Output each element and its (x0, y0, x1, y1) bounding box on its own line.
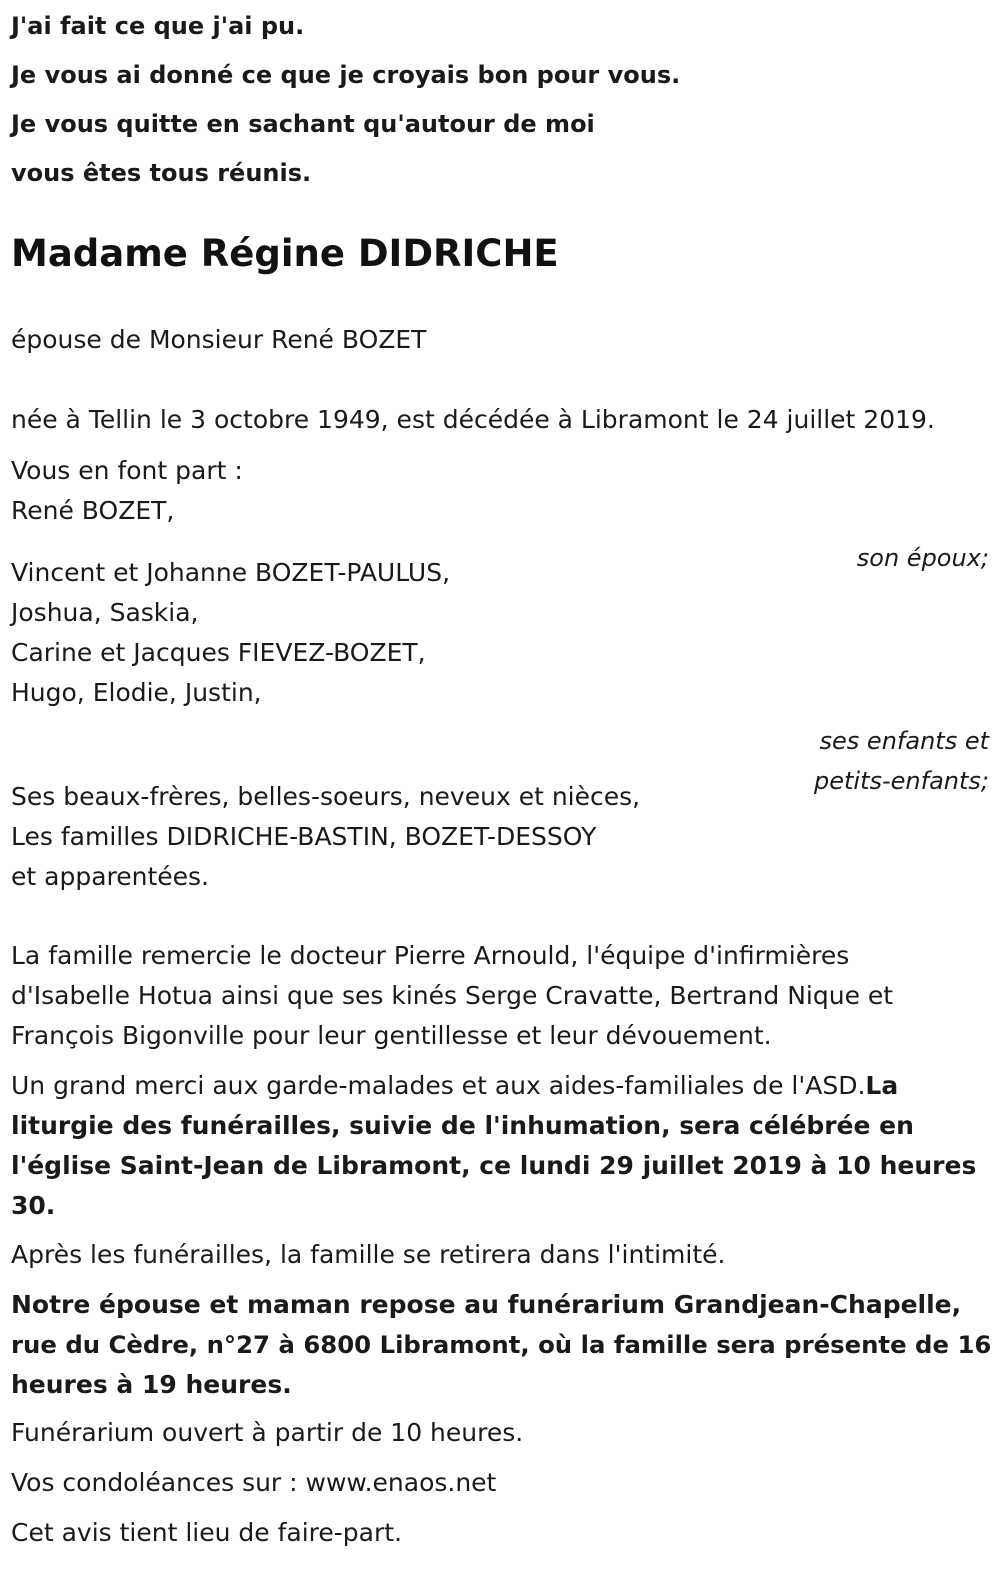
after-funeral-line: Après les funérailles, la famille se retirera dans l'intimité. (11, 1240, 726, 1269)
liturgy-line: 30. (11, 1191, 56, 1220)
poem-line: Je vous ai donné ce que je croyais bon pour vous. (11, 61, 681, 89)
announce-intro: Vous en font part : (11, 456, 243, 485)
birth-death-line: née à Tellin le 3 octobre 1949, est décédée à Libramont le 24 juillet 2019. (11, 405, 935, 434)
poem-line: Je vous quitte en sachant qu'autour de moi (11, 110, 595, 138)
poem-line: J'ai fait ce que j'ai pu. (11, 12, 305, 40)
family-line: et apparentées. (11, 862, 209, 891)
children-line: Carine et Jacques FIEVEZ-BOZET, (11, 638, 426, 667)
children-relation: ses enfants et (819, 727, 989, 755)
notice-line: Cet avis tient lieu de faire-part. (11, 1518, 403, 1547)
family-line: Les familles DIDRICHE-BASTIN, BOZET-DESSOY (11, 822, 597, 851)
liturgy-line: l'église Saint-Jean de Libramont, ce lundi 29 juillet 2019 à 10 heures (11, 1151, 977, 1180)
children-relation: petits-enfants; (814, 767, 989, 795)
children-line: Hugo, Elodie, Justin, (11, 678, 262, 707)
funerarium-line: Notre épouse et maman repose au funérarium Grandjean-Chapelle, (11, 1290, 962, 1319)
liturgy-start: La (865, 1071, 899, 1100)
children-line: Joshua, Saskia, (11, 598, 199, 627)
poem-line: vous êtes tous réunis. (11, 159, 312, 187)
funerarium-line: rue du Cèdre, n°27 à 6800 Libramont, où la famille sera présente de 16 (11, 1330, 992, 1359)
children-line: Vincent et Johanne BOZET-PAULUS, (11, 558, 451, 587)
asd-thanks: Un grand merci aux garde-malades et aux aides-familiales de l'ASD. (11, 1071, 866, 1100)
spouse-line: épouse de Monsieur René BOZET (11, 325, 427, 354)
deceased-name-title: Madame Régine DIDRICHE (11, 232, 559, 275)
liturgy-line: liturgie des funérailles, suivie de l'inhumation, sera célébrée en (11, 1111, 914, 1140)
thanks-line: François Bigonville pour leur gentillesse et leur dévouement. (11, 1021, 772, 1050)
thanks-line: La famille remercie le docteur Pierre Arnould, l'équipe d'infirmières (11, 941, 850, 970)
family-line: Ses beaux-frères, belles-soeurs, neveux et nièces, (11, 782, 641, 811)
condolences-line: Vos condoléances sur : www.enaos.net (11, 1468, 497, 1497)
thanks-line: d'Isabelle Hotua ainsi que ses kinés Serge Cravatte, Bertrand Nique et (11, 981, 894, 1010)
opening-hours-line: Funérarium ouvert à partir de 10 heures. (11, 1418, 524, 1447)
asd-line (11, 1071, 898, 1101)
funerarium-line: heures à 19 heures. (11, 1370, 292, 1399)
announce-husband: René BOZET, (11, 496, 175, 525)
husband-relation: son époux; (856, 544, 989, 572)
